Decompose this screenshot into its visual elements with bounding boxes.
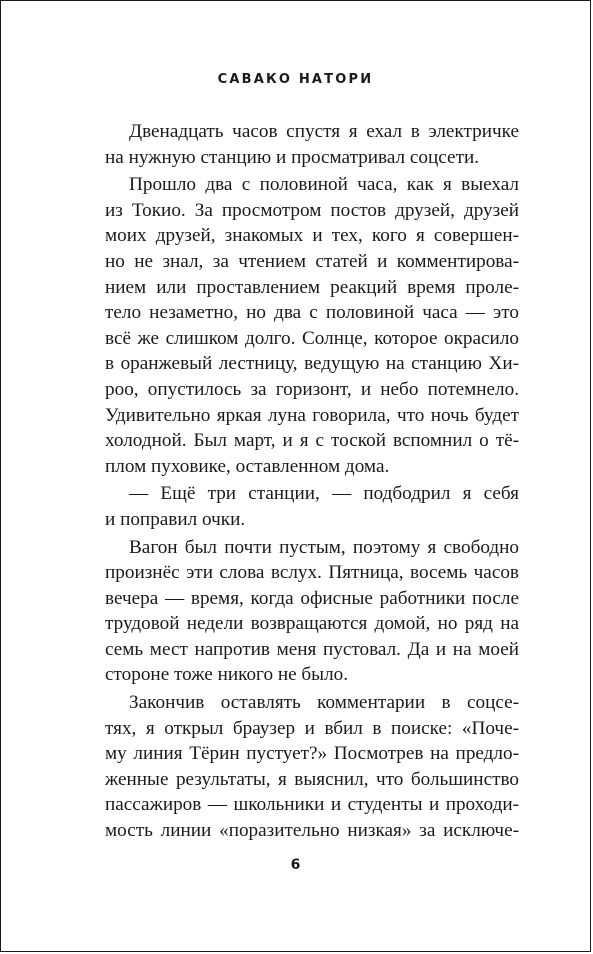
running-head-author: САВАКО НАТОРИ — [217, 72, 374, 87]
text-line: из Токио. За просмотром постов друзей, друзей — [105, 199, 519, 221]
text-line: но не знал, за чтением статей и комментирова- — [105, 250, 519, 272]
text-line: плом пуховике, оставленном дома. — [105, 455, 390, 477]
text-line: семь мест напротив меня пустовал. Да и на моей — [105, 638, 519, 660]
text-line: холодной. Был март, и я с тоской вспомнил о тё- — [105, 430, 519, 452]
text-line: на нужную станцию и просматривал соцсети. — [105, 146, 480, 168]
text-line: нием или проставлением реакций время проле- — [105, 276, 519, 298]
paragraph — [105, 690, 519, 844]
text-line: му линия Тёрин пустует?» Посмотрев на предло- — [105, 743, 519, 765]
paragraph — [105, 535, 519, 689]
body-text — [105, 119, 519, 846]
text-line: всё же слишком долго. Солнце, которое окрасило — [105, 327, 519, 349]
text-line: произнёс эти слова вслух. Пятница, восемь часов — [105, 562, 519, 584]
text-line: и поправил очки. — [105, 508, 246, 530]
text-line: стороне тоже никого не было. — [105, 664, 349, 686]
paragraph — [105, 481, 519, 532]
page-number: 6 — [290, 857, 301, 873]
text-line: женные результаты, я выяснил, что большинство — [105, 768, 519, 790]
text-line: — Ещё три станции, — подбодрил я себя — [129, 483, 519, 505]
text-line: Вагон был почти пустым, поэтому я свободно — [129, 536, 519, 558]
text-line: в оранжевый лестницу, ведущую на станцию Хи- — [105, 353, 519, 375]
text-line: трудовой недели возвращаются домой, но ряд на — [105, 613, 519, 635]
text-line: мость линии «поразительно низкая» за исключе- — [105, 820, 519, 842]
paragraph — [105, 119, 519, 170]
text-line: тело незаметно, но два с половиной часа — это — [105, 302, 519, 324]
text-line: Удивительно яркая луна говорила, что ночь будет — [105, 404, 519, 426]
text-line: пассажиров — школьники и студенты и проходи- — [105, 794, 519, 816]
text-line: Прошло два с половиной часа, как я выехал — [129, 174, 519, 196]
text-line: вечера — время, когда офисные работники после — [105, 587, 519, 609]
text-line: тях, я открыл браузер и вбил в поиске: «Поче- — [105, 717, 519, 739]
text-line: моих друзей, знакомых и тех, кого я совершен- — [105, 225, 519, 247]
text-line: Двенадцать часов спустя я ехал в электричке — [129, 121, 519, 142]
text-line: роо, опустилось за горизонт, и небо потемнело. — [105, 378, 519, 400]
paragraph — [105, 172, 519, 479]
text-line: Закончив оставлять комментарии в соцсе- — [129, 692, 519, 714]
